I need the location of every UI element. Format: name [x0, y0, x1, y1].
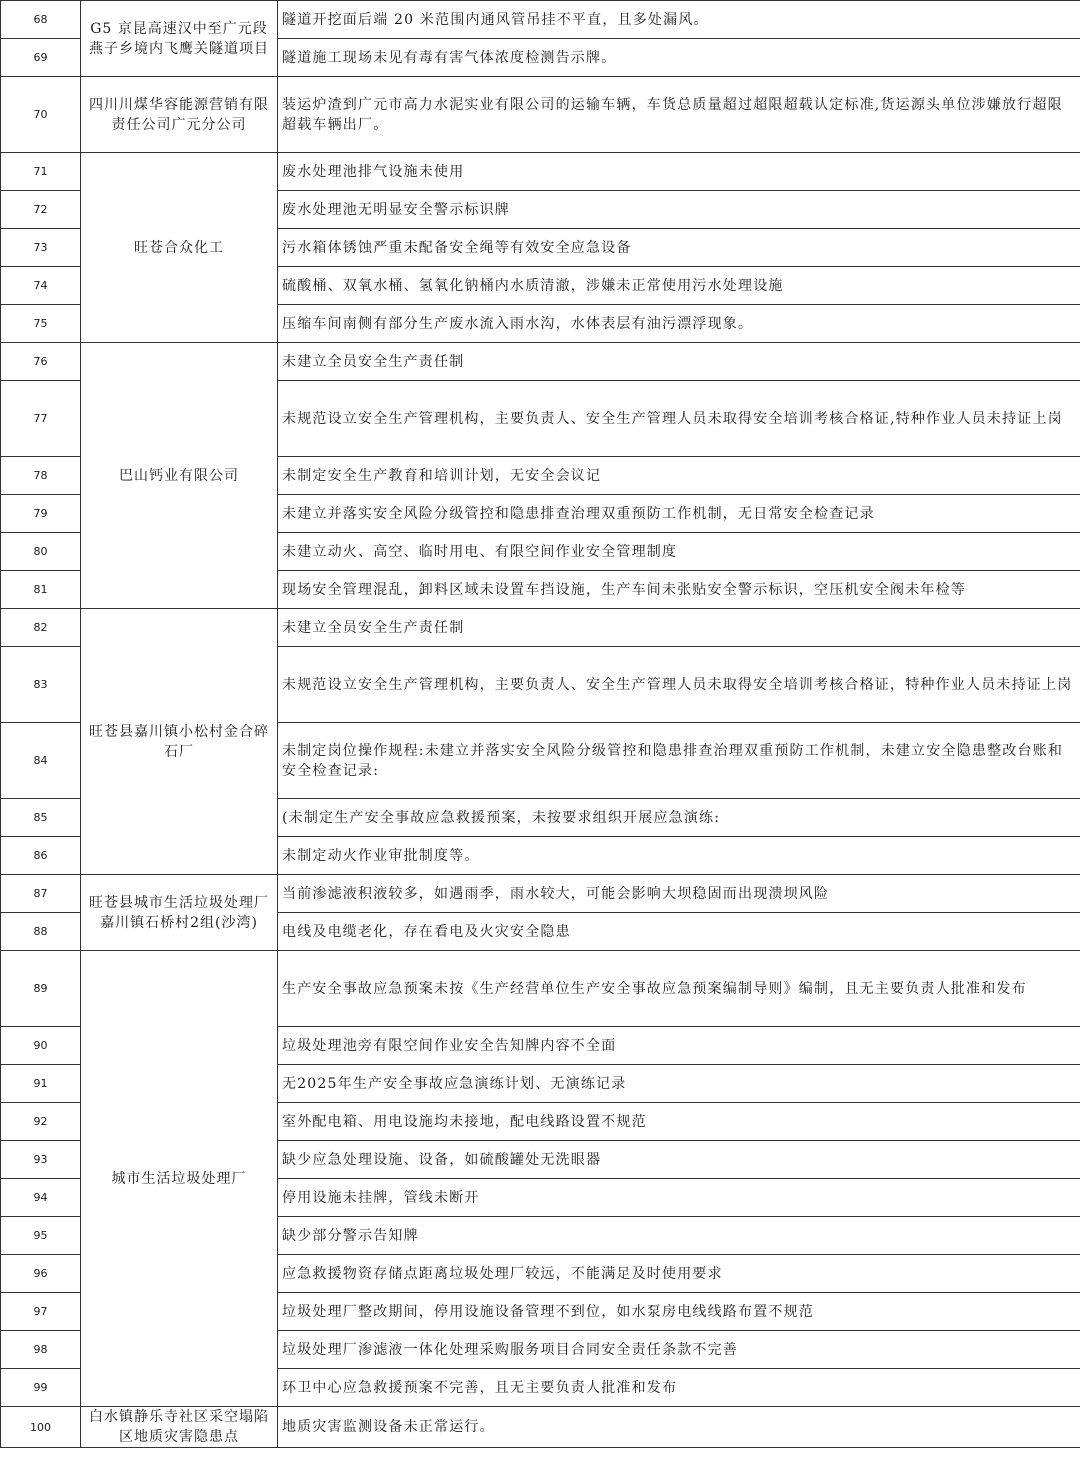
row-number: 92 [1, 1103, 81, 1141]
issue-description: 未规范设立安全生产管理机构，主要负责人、安全生产管理人员未取得安全培训考核合格证,特种作业人员未持证上岗 [278, 381, 1080, 457]
issue-description: 未制定动火作业审批制度等。 [278, 837, 1080, 875]
row-number: 78 [1, 457, 81, 495]
issue-description: 未建立全员安全生产责任制 [278, 609, 1080, 647]
row-number: 70 [1, 77, 81, 153]
unit-name: 巴山钙业有限公司 [81, 343, 278, 609]
row-number: 93 [1, 1141, 81, 1179]
issue-description: 缺少应急处理设施、设备，如硫酸罐处无洗眼器 [278, 1141, 1080, 1179]
unit-name: 旺苍县嘉川镇小松村金合碎石厂 [81, 609, 278, 875]
row-number: 82 [1, 609, 81, 647]
row-number: 94 [1, 1179, 81, 1217]
row-number: 88 [1, 913, 81, 951]
issue-description: 装运炉渣到广元市高力水泥实业有限公司的运输车辆，车货总质量超过超限超载认定标准,货运源头单位涉嫌放行超限超载车辆出厂。 [278, 77, 1080, 153]
issue-description: 地质灾害监测设备未正常运行。 [278, 1407, 1080, 1448]
issue-description: 电线及电缆老化，存在看电及火灾安全隐患 [278, 913, 1080, 951]
issue-description: 室外配电箱、用电设施均未接地，配电线路设置不规范 [278, 1103, 1080, 1141]
issue-description: 未建立动火、高空、临时用电、有限空间作业安全管理制度 [278, 533, 1080, 571]
issue-description: 应急救援物资存储点距离垃圾处理厂较远，不能满足及时使用要求 [278, 1255, 1080, 1293]
table-row [1, 1407, 1080, 1448]
issue-description: 未制定安全生产教育和培训计划，无安全会议记 [278, 457, 1080, 495]
unit-name: 四川川煤华容能源营销有限责任公司广元分公司 [81, 77, 278, 153]
row-number: 87 [1, 875, 81, 913]
table-row [1, 343, 1080, 381]
unit-name: 旺苍县城市生活垃圾处理厂嘉川镇石桥村2组(沙湾) [81, 875, 278, 951]
issue-description: 未建立并落实安全风险分级管控和隐患排查治理双重预防工作机制，无日常安全检查记录 [278, 495, 1080, 533]
issue-description: 生产安全事故应急预案未按《生产经营单位生产安全事故应急预案编制导则》编制，且无主要负责人批准和发布 [278, 951, 1080, 1027]
issue-description: 缺少部分警示告知牌 [278, 1217, 1080, 1255]
row-number: 79 [1, 495, 81, 533]
table-row [1, 1, 1080, 39]
issue-description: 硫酸桶、双氧水桶、氢氧化钠桶内水质清澈，涉嫌未正常使用污水处理设施 [278, 267, 1080, 305]
row-number: 71 [1, 153, 81, 191]
row-number: 100 [1, 1407, 81, 1448]
row-number: 80 [1, 533, 81, 571]
issue-description: 未建立全员安全生产责任制 [278, 343, 1080, 381]
row-number: 91 [1, 1065, 81, 1103]
unit-name: 旺苍合众化工 [81, 153, 278, 343]
hazard-table-body [1, 1, 1080, 1448]
issue-description: 无2025年生产安全事故应急演练计划、无演练记录 [278, 1065, 1080, 1103]
table-row [1, 875, 1080, 913]
issue-description: 现场安全管理混乱，卸料区域未设置车挡设施，生产车间未张贴安全警示标识，空压机安全阀未年检等 [278, 571, 1080, 609]
issue-description: 停用设施未挂牌，管线未断开 [278, 1179, 1080, 1217]
issue-description: 垃圾处理厂整改期间，停用设施设备管理不到位，如水泵房电线线路布置不规范 [278, 1293, 1080, 1331]
unit-name: 白水镇静乐寺社区采空塌陷区地质灾害隐患点 [81, 1407, 278, 1448]
row-number: 77 [1, 381, 81, 457]
unit-name: G5 京昆高速汉中至广元段燕子乡境内飞鹰关隧道项目 [81, 1, 278, 77]
row-number: 96 [1, 1255, 81, 1293]
issue-description: 污水箱体锈蚀严重未配备安全绳等有效安全应急设备 [278, 229, 1080, 267]
row-number: 89 [1, 951, 81, 1027]
issue-description: 隧道施工现场未见有毒有害气体浓度检测告示牌。 [278, 39, 1080, 77]
table-row [1, 951, 1080, 1027]
row-number: 74 [1, 267, 81, 305]
row-number: 84 [1, 723, 81, 799]
issue-description: 废水处理池无明显安全警示标识牌 [278, 191, 1080, 229]
issue-description: 隧道开挖面后端 20 米范围内通风管吊挂不平直，且多处漏风。 [278, 1, 1080, 39]
issue-description: (未制定生产安全事故应急救援预案，未按要求组织开展应急演练: [278, 799, 1080, 837]
issue-description: 垃圾处理厂渗滤液一体化处理采购服务项目合同安全责任条款不完善 [278, 1331, 1080, 1369]
row-number: 76 [1, 343, 81, 381]
issue-description: 环卫中心应急救援预案不完善，且无主要负责人批准和发布 [278, 1369, 1080, 1407]
row-number: 75 [1, 305, 81, 343]
row-number: 95 [1, 1217, 81, 1255]
issue-description: 压缩车间南侧有部分生产废水流入雨水沟，水体表层有油污漂浮现象。 [278, 305, 1080, 343]
row-number: 73 [1, 229, 81, 267]
issue-description: 垃圾处理池旁有限空间作业安全告知牌内容不全面 [278, 1027, 1080, 1065]
row-number: 81 [1, 571, 81, 609]
row-number: 98 [1, 1331, 81, 1369]
row-number: 69 [1, 39, 81, 77]
row-number: 72 [1, 191, 81, 229]
issue-description: 未规范设立安全生产管理机构，主要负责人、安全生产管理人员未取得安全培训考核合格证，特种作业人员未持证上岗 [278, 647, 1080, 723]
table-row [1, 153, 1080, 191]
row-number: 85 [1, 799, 81, 837]
row-number: 90 [1, 1027, 81, 1065]
issue-description: 当前渗滤液积液较多，如遇雨季，雨水较大，可能会影响大坝稳固而出现溃坝风险 [278, 875, 1080, 913]
row-number: 99 [1, 1369, 81, 1407]
row-number: 83 [1, 647, 81, 723]
issue-description: 废水处理池排气设施未使用 [278, 153, 1080, 191]
row-number: 86 [1, 837, 81, 875]
table-row [1, 609, 1080, 647]
table-row [1, 77, 1080, 153]
unit-name: 城市生活垃圾处理厂 [81, 951, 278, 1407]
issue-description: 未制定岗位操作规程:未建立并落实安全风险分级管控和隐患排查治理双重预防工作机制，未建立安全隐患整改台账和安全检查记录: [278, 723, 1080, 799]
row-number: 97 [1, 1293, 81, 1331]
row-number: 68 [1, 1, 81, 39]
